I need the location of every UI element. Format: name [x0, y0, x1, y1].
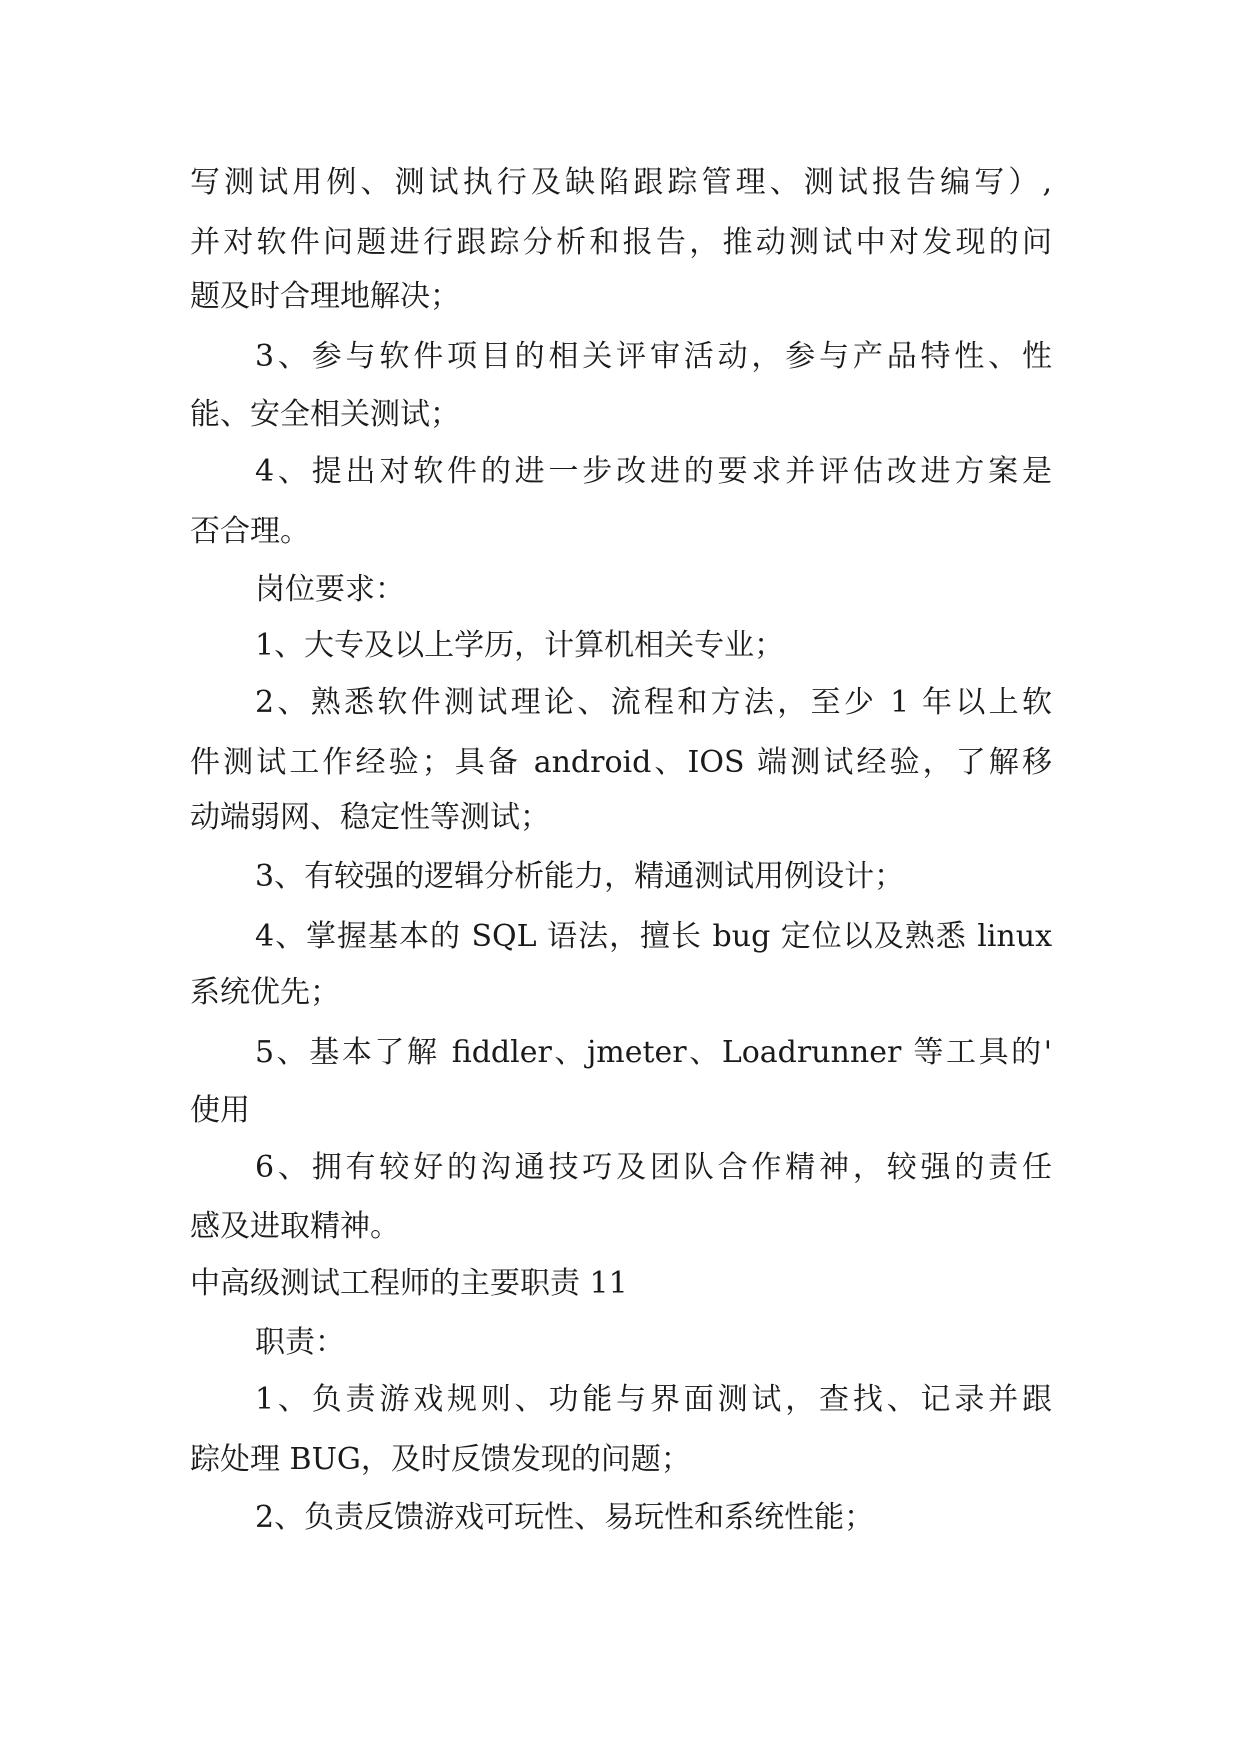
text-line: 能、安全相关测试； [190, 397, 460, 432]
text-line: 使用 [190, 1093, 250, 1128]
text-line: 3、有较强的逻辑分析能力，精通测试用例设计； [255, 859, 905, 894]
text-line: 写测试用例、测试执行及缺陷跟踪管理、测试报告编写）, [190, 165, 1052, 200]
section-heading: 职责： [255, 1325, 345, 1360]
text-line: 4、掌握基本的 SQL 语法，擅长 bug 定位以及熟悉 linux [255, 919, 1052, 954]
text-line: 件测试工作经验；具备 android、IOS 端测试经验，了解移 [190, 745, 1052, 780]
text-line: 感及进取精神。 [190, 1209, 400, 1244]
text-line: 1、大专及以上学历，计算机相关专业； [255, 628, 785, 663]
text-line: 动端弱网、稳定性等测试； [190, 800, 550, 835]
text-line: 踪处理 BUG，及时反馈发现的问题； [190, 1442, 691, 1477]
text-line: 2、熟悉软件测试理论、流程和方法，至少 1 年以上软 [255, 685, 1052, 720]
text-line: 否合理。 [190, 514, 310, 549]
text-line: 5、基本了解 fiddler、jmeter、Loadrunner 等工具的' [255, 1035, 1052, 1070]
text-line: 系统优先； [190, 975, 340, 1010]
text-line: 4、提出对软件的进一步改进的要求并评估改进方案是 [255, 454, 1052, 489]
text-line: 2、负责反馈游戏可玩性、易玩性和系统性能； [255, 1500, 875, 1535]
text-line: 并对软件问题进行跟踪分析和报告，推动测试中对发现的问 [190, 225, 1052, 260]
text-line: 题及时合理地解决； [190, 279, 460, 314]
text-line: 3、参与软件项目的相关评审活动，参与产品特性、性 [255, 339, 1052, 374]
text-line: 1、负责游戏规则、功能与界面测试，查找、记录并跟 [255, 1382, 1052, 1417]
section-heading: 岗位要求： [255, 572, 405, 607]
text-line: 6、拥有较好的沟通技巧及团队合作精神，较强的责任 [255, 1150, 1052, 1185]
document-title: 中高级测试工程师的主要职责 11 [190, 1266, 628, 1301]
